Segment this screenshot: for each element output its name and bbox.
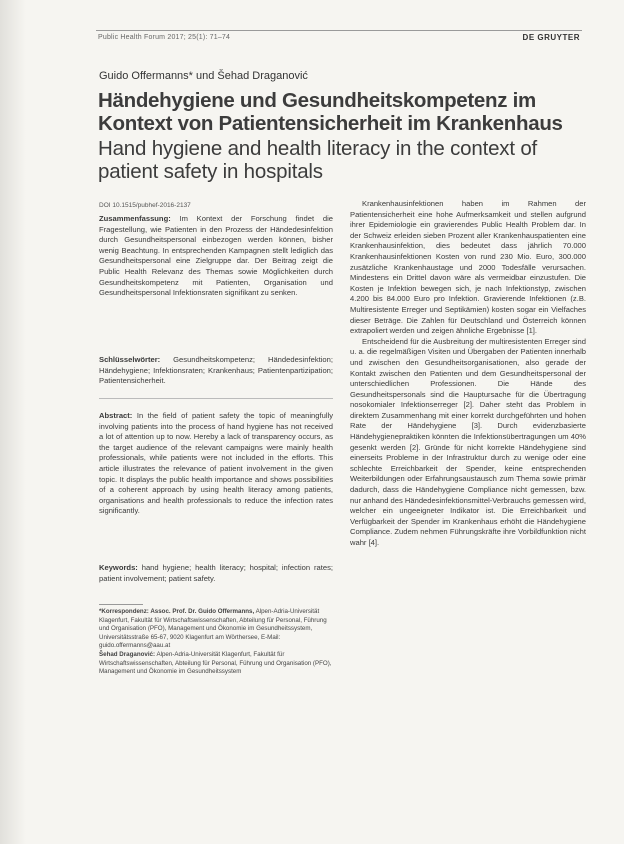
doi: DOI 10.1515/pubhef-2016-2137	[99, 202, 191, 209]
header-rule	[96, 30, 582, 31]
keywords-text: hand hygiene; health literacy; hospital; infection rates; patient involvement; patient safety.	[99, 563, 333, 583]
abstract-label: Abstract:	[99, 411, 133, 420]
footnote-rule	[99, 604, 143, 605]
body-paragraph-1: Krankenhausinfektionen haben im Rahmen der Patientensicherheit eine hohe Aufmerksamkeit und stellen aufgrund ihrer Epidemiologie ein gravierendes Public Health Problem dar. In der Schweiz erleiden sieben Prozent aller Krankenhauspatienten eine Krankenhausinfektion, dies bedeutet dass jährlich 70.000 Krankenhausinfektionen Kosten von rund 230 Mio. Euro, 300.000 zusätzliche Krankenhaustage und 2000 Todesfälle verursachen. Mindestens ein Drittel davon wäre als vermeidbar einzustufen. Die Kosten je Infektion bewegen sich, je nach Infektionstyp, zwischen 4.200 bis 84.000 Euro pro Infektion. Gravierende Infektionen (z.B. Multiresistente Erreger und Septikämien) kosten sogar ein Vielfaches dieser Beträge. Die Zahlen für Deutschland und Österreich können extrapoliert werden und zeigen ähnliche Ergebnisse [1].	[350, 199, 586, 336]
second-author-label: Šehad Draganović:	[99, 650, 156, 658]
body-paragraph-2: Entscheidend für die Ausbreitung der multiresistenten Erreger sind u. a. die regelmäßigen Visiten und Übergaben der Patienten innerhalb und zwischen den Gesundheitsorganisationen, also gerade der Kontakt zwischen den Patienten und dem Gesundheitspersonal der unterschiedlichen Professionen. Die Hände des Gesundheitspersonals sind die Hauptursache für die Übertragung nosokomialer Infektionserreger [2]. Daher steht das Problem in direktem Zusammenhang mit einer korrekt durchgeführten und hohen Rate der Händehygiene [3]. Durch evidenzbasierte Händehygienepraktiken könnten die Infektionsübertragungen um 40% gesenkt werden [2]. Gründe für nicht korrekte Händehygiene sind einerseits Probleme in der Infrastruktur durch zu wenige oder eine schlechte Erreichbarkeit der Spender, keine entsprechenden Weiterbildungen oder Erfahrungsaustausch zum Thema sowie primär dadurch, dass die Händehygiene Compliance nicht gemessen, bzw. nur anhand des Händedesinfektionsmittel-Verbrauchs gemessen wird, welcher ein ungeeigneter Indikator ist. Die Erreichbarkeit und Verfügbarkeit der Spender im Krankenhaus erhöht die Händehygiene Compliance. Zudem nehmen Führungskräfte ihre Vorbildfunktion nicht wahr [4].	[350, 336, 586, 547]
schluesselwoerter-text: Gesundheitskompetenz; Händedesinfektion; Händehygiene; Infektionsraten; Krankenhaus; Patientenpartizipation; Patientensicherheit.	[99, 355, 333, 386]
second-author-text: Alpen-Adria-Universität Klagenfurt, Fakultät für Wirtschaftswissenschaften, Abteilung für Personal, Führung und Organisation (PFO), Management und Ökonomie im Gesundheitssystem	[99, 650, 332, 676]
zusammenfassung	[99, 214, 333, 299]
abstract	[99, 411, 333, 517]
schluesselwoerter-label: Schlüsselwörter:	[99, 355, 161, 364]
publisher-logo: DE GRUYTER	[522, 33, 580, 42]
keywords	[99, 563, 333, 584]
zusammenfassung-text: Im Kontext der Forschung findet die Fragestellung, wie Patienten in den Prozess der Händedesinfektion durch Gesundheitspersonal einbezogen werden können, bisher wenig Beachtung. In entsprechenden Kampagnen stellt lediglich das Gesundheitspersonal eine Zielgruppe dar. Der Beitrag zeigt die Public Health Relevanz des Themas sowie Möglichkeiten durch Gesundheitskompetenz mit Patienten, Organisation und Gesundheitspersonal Infektionsraten signifikant zu senken.	[99, 214, 333, 298]
correspondence-label: *Korrespondenz: Assoc. Prof. Dr. Guido Offermanns,	[99, 608, 255, 615]
schluesselwoerter	[99, 355, 333, 387]
title-english: Hand hygiene and health literacy in the context of patient safety in hospitals	[98, 137, 538, 183]
keywords-label: Keywords:	[99, 563, 138, 572]
correspondence-footnote	[99, 608, 333, 677]
abstract-text: In the field of patient safety the topic of meaningfully involving patients into the process of hand hygiene has not received a lot of attention up to now. Hereby a lack of transparency occurs, as the target audience of the relevant campaigns were mainly health professionals, while patients were not included in the efforts. This article illustrates the relevance of patient involvement in the given topic. It displays the public health importance and shows possibilities of a coherent approach by using health literacy among patients, organisations and health professionals to reduce the infection rates significantly.	[99, 411, 333, 516]
zusammenfassung-label: Zusammenfassung:	[99, 214, 171, 223]
correspondence-text: Alpen-Adria-Universität Klagenfurt, Fakultät für Wirtschaftswissenschaften, Abteilung für Personal, Führung und Organisation (PFO), Management und Ökonomie im Gesundheitssystem, Universitätsstraße 65-67, 9020 Klagenfurt am Wörthersee, E-Mail: guido.offermanns@aau.at	[99, 608, 327, 650]
section-divider	[99, 398, 333, 399]
running-head: Public Health Forum 2017; 25(1): 71–74	[98, 34, 231, 41]
title-german: Händehygiene und Gesundheitskompetenz im Kontext von Patientensicherheit im Krankenhaus	[98, 89, 563, 135]
body-text	[350, 199, 586, 549]
authors: Guido Offermanns* und Šehad Draganović	[99, 70, 308, 82]
page-edge-shadow	[0, 0, 26, 844]
